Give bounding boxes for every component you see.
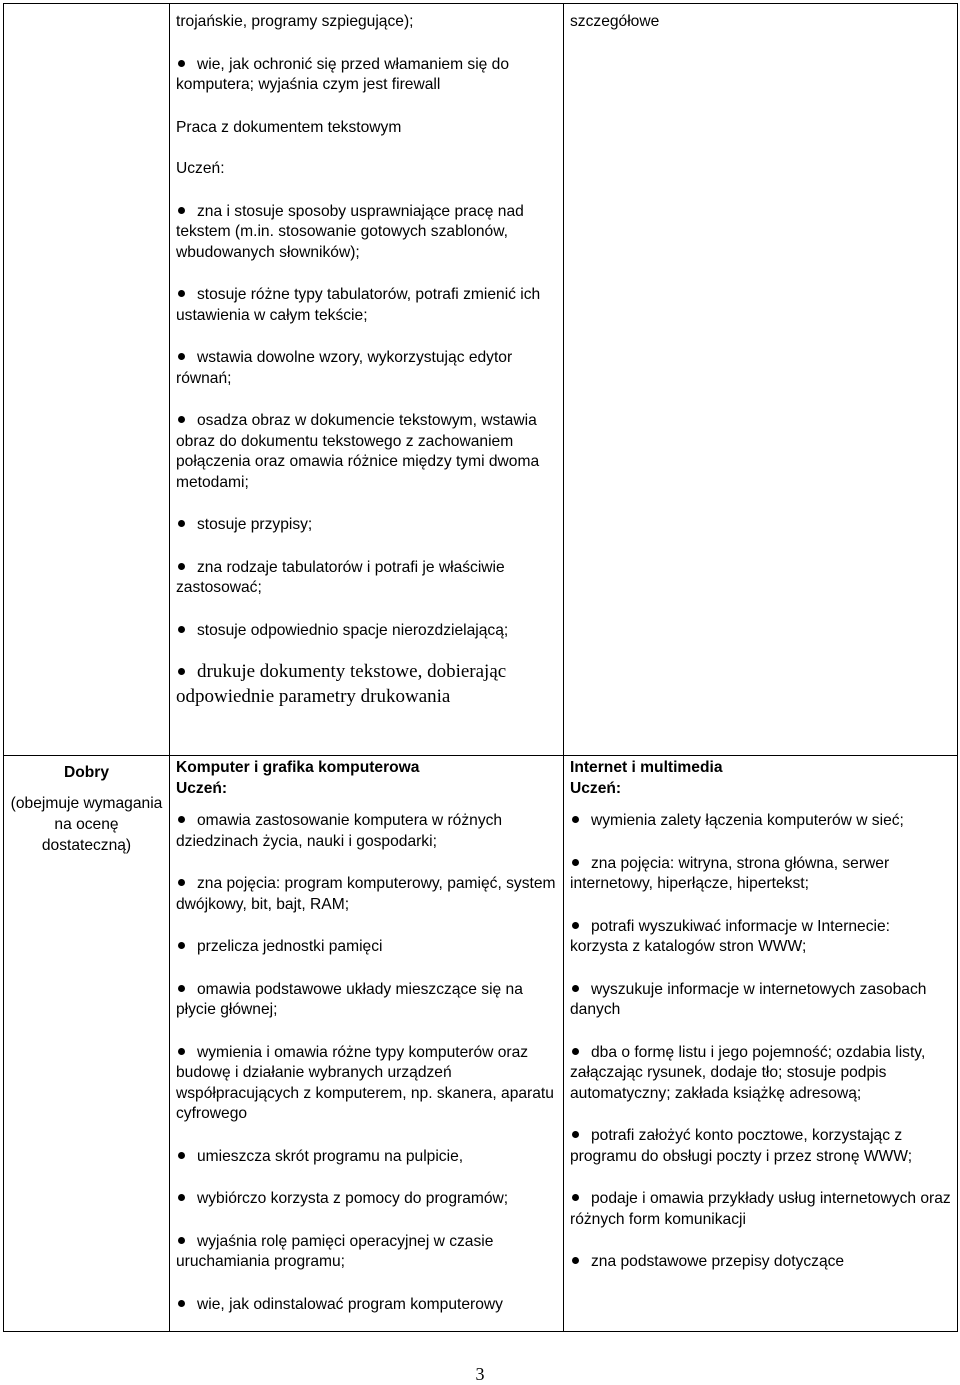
section-title: Internet i multimedia <box>570 759 723 776</box>
section-title: Komputer i grafika komputerowa <box>176 759 420 776</box>
requirements-cell <box>564 4 958 756</box>
list-item: omawia zastosowanie komputera w różnych dziedzinach życia, nauki i gospodarki; <box>176 812 503 850</box>
bullet-icon <box>572 859 579 866</box>
list-item: zna i stosuje sposoby usprawniające pracę nad tekstem (m.in. stosowanie gotowych szablonów, wbudowanych słowników); <box>176 202 524 261</box>
bullet-icon <box>572 985 579 992</box>
list-item: potrafi wyszukiwać informacje w Internecie: korzysta z katalogów stron WWW; <box>570 917 890 955</box>
continued-text: szczegółowe <box>570 13 660 30</box>
requirements-cell <box>564 756 958 1332</box>
table-row <box>4 4 958 756</box>
bullet-icon <box>178 816 185 823</box>
list-item: wstawia dowolne wzory, wykorzystując edytor równań; <box>176 349 513 387</box>
bullet-icon <box>572 816 579 823</box>
bullet-icon <box>178 353 185 360</box>
list-item: wyjaśnia rolę pamięci operacyjnej w czasie uruchamiania programu; <box>176 1232 494 1270</box>
bullet-icon <box>178 1152 185 1159</box>
list-item: wymienia i omawia różne typy komputerów oraz budowę i działanie wybranych urządzeń współpracujących z komputerem, np. skanera, aparatu cyfrowego <box>176 1043 554 1122</box>
list-item: drukuje dokumenty tekstowe, dobierając odpowiednie parametry drukowania <box>176 661 507 707</box>
requirements-table <box>3 3 958 1332</box>
requirements-cell <box>170 756 564 1332</box>
bullet-icon <box>178 1300 185 1307</box>
grade-description: (obejmuje wymagania na ocenę dostateczną) <box>10 795 163 854</box>
list-item: stosuje przypisy; <box>176 515 557 536</box>
list-item: zna rodzaje tabulatorów i potrafi je właściwie zastosować; <box>176 558 505 596</box>
list-item: wyszukuje informacje w internetowych zasobach danych <box>570 980 927 1018</box>
list-item: wie, jak ochronić się przed włamaniem się do komputera; wyjaśnia czym jest firewall <box>176 55 510 93</box>
level-cell <box>4 756 170 1332</box>
list-item: zna pojęcia: witryna, strona główna, serwer internetowy, hiperłącze, hipertekst; <box>570 854 890 892</box>
bullet-icon <box>572 1131 579 1138</box>
bullet-icon <box>178 985 185 992</box>
list-item: zna pojęcia: program komputerowy, pamięć, system dwójkowy, bit, bajt, RAM; <box>176 875 556 913</box>
bullet-icon <box>178 207 185 214</box>
bullet-icon <box>178 563 185 570</box>
bullet-icon <box>178 942 185 949</box>
list-item: potrafi założyć konto pocztowe, korzystając z programu do obsługi poczty i przez stronę WWW; <box>570 1127 913 1165</box>
bullet-icon <box>178 1237 185 1244</box>
list-item: wymienia zalety łączenia komputerów w sieć; <box>570 811 951 832</box>
bullet-icon <box>572 1194 579 1201</box>
page-number: 3 <box>475 1364 485 1384</box>
list-item: wybiórczo korzysta z pomocy do programów; <box>176 1189 557 1210</box>
list-item: umieszcza skrót programu na pulpicie, <box>176 1147 557 1168</box>
student-label: Uczeń: <box>570 779 622 797</box>
continued-text: trojańskie, programy szpiegujące); <box>176 13 414 30</box>
bullet-icon <box>178 879 185 886</box>
bullet-icon <box>178 290 185 297</box>
list-item: zna podstawowe przepisy dotyczące <box>570 1252 951 1273</box>
bullet-icon <box>572 1257 579 1264</box>
list-item: stosuje odpowiednio spacje nierozdzielającą; <box>176 621 557 642</box>
bullet-icon <box>178 626 185 633</box>
student-label: Uczeń: <box>176 779 228 797</box>
bullet-icon <box>178 668 185 675</box>
level-cell-empty <box>4 4 170 756</box>
requirements-cell <box>170 4 564 756</box>
student-label: Uczeń: <box>176 160 225 177</box>
list-item: dba o formę listu i jego pojemność; ozdabia listy, załączając rysunek, dodaje tło; stosuje podpis automatyczny; zakłada książkę adresową; <box>570 1043 926 1102</box>
bullet-icon <box>178 60 185 67</box>
table-row <box>4 756 958 1332</box>
bullet-icon <box>178 520 185 527</box>
bullet-icon <box>178 1194 185 1201</box>
list-item: omawia podstawowe układy mieszczące się na płycie głównej; <box>176 980 523 1018</box>
list-item: podaje i omawia przykłady usług internetowych oraz różnych form komunikacji <box>570 1190 951 1228</box>
bullet-icon <box>178 416 185 423</box>
list-item: osadza obraz w dokumencie tekstowym, wstawia obraz do dokumentu tekstowego z zachowaniem połączenia oraz omawia różnice między tymi dwoma metodami; <box>176 412 540 491</box>
list-item: stosuje różne typy tabulatorów, potrafi zmienić ich ustawienia w całym tekście; <box>176 286 541 324</box>
bullet-icon <box>572 922 579 929</box>
section-title: Praca z dokumentem tekstowym <box>176 118 402 136</box>
list-item: przelicza jednostki pamięci <box>176 937 557 958</box>
grade-name: Dobry <box>63 764 110 781</box>
list-item: wie, jak odinstalować program komputerowy <box>176 1295 557 1316</box>
bullet-icon <box>572 1048 579 1055</box>
bullet-icon <box>178 1048 185 1055</box>
